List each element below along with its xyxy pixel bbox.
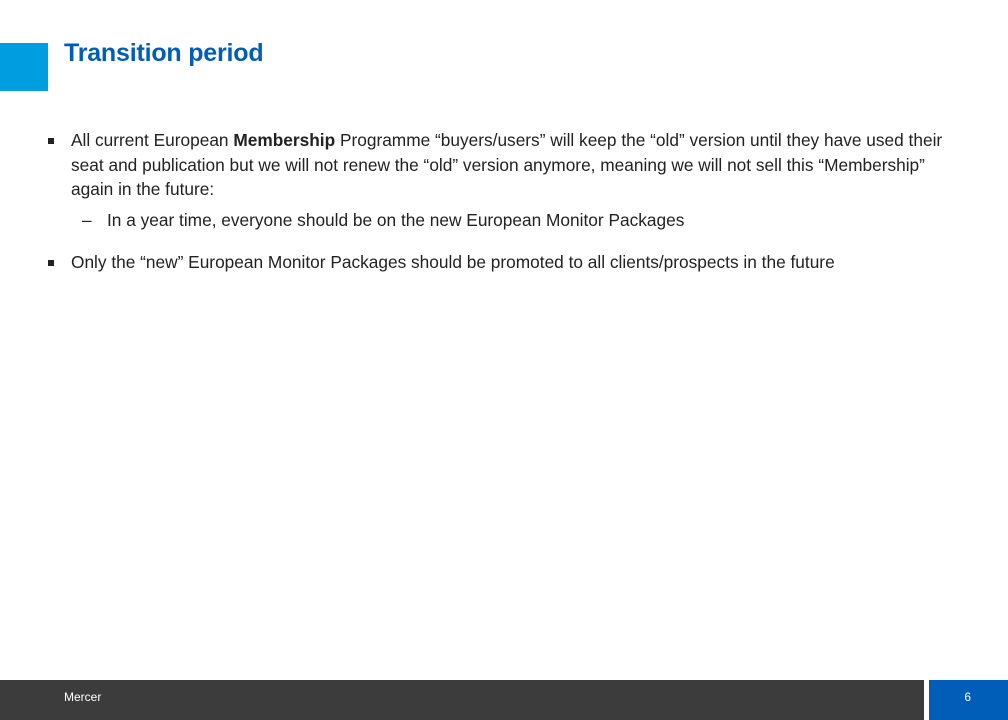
page-number-box [929, 680, 1008, 720]
sub-bullet-1-text: In a year time, everyone should be on the new European Monitor Packages [107, 209, 685, 230]
footer-bar [0, 680, 924, 720]
page-number: 6 [964, 690, 971, 704]
sub-bullet-item-1 [48, 208, 968, 233]
accent-square [0, 43, 48, 91]
footer-brand-label: Mercer [64, 690, 102, 704]
bullet-1-text-start: All current European [71, 130, 234, 150]
bullet-1-text-end: Programme “buyers/users” will keep the “old” version until they have used their seat and publication but we will not renew the “old” version anymore, meaning we will not sell this “Membership” again in the future: [71, 130, 943, 199]
bullet-item-1 [48, 128, 968, 202]
slide-title: Transition period [64, 39, 264, 67]
bullet-2-text: Only the “new” European Monitor Packages should be promoted to all clients/prospects in the future [71, 252, 835, 272]
dash-bullet-icon: – [82, 209, 92, 230]
bullet-1-bold-term: Membership [233, 130, 336, 150]
slide-content [48, 128, 968, 275]
slide-footer [0, 680, 1008, 720]
bullet-item-2 [48, 250, 968, 275]
square-bullet-icon [48, 260, 54, 266]
square-bullet-icon [48, 138, 54, 144]
